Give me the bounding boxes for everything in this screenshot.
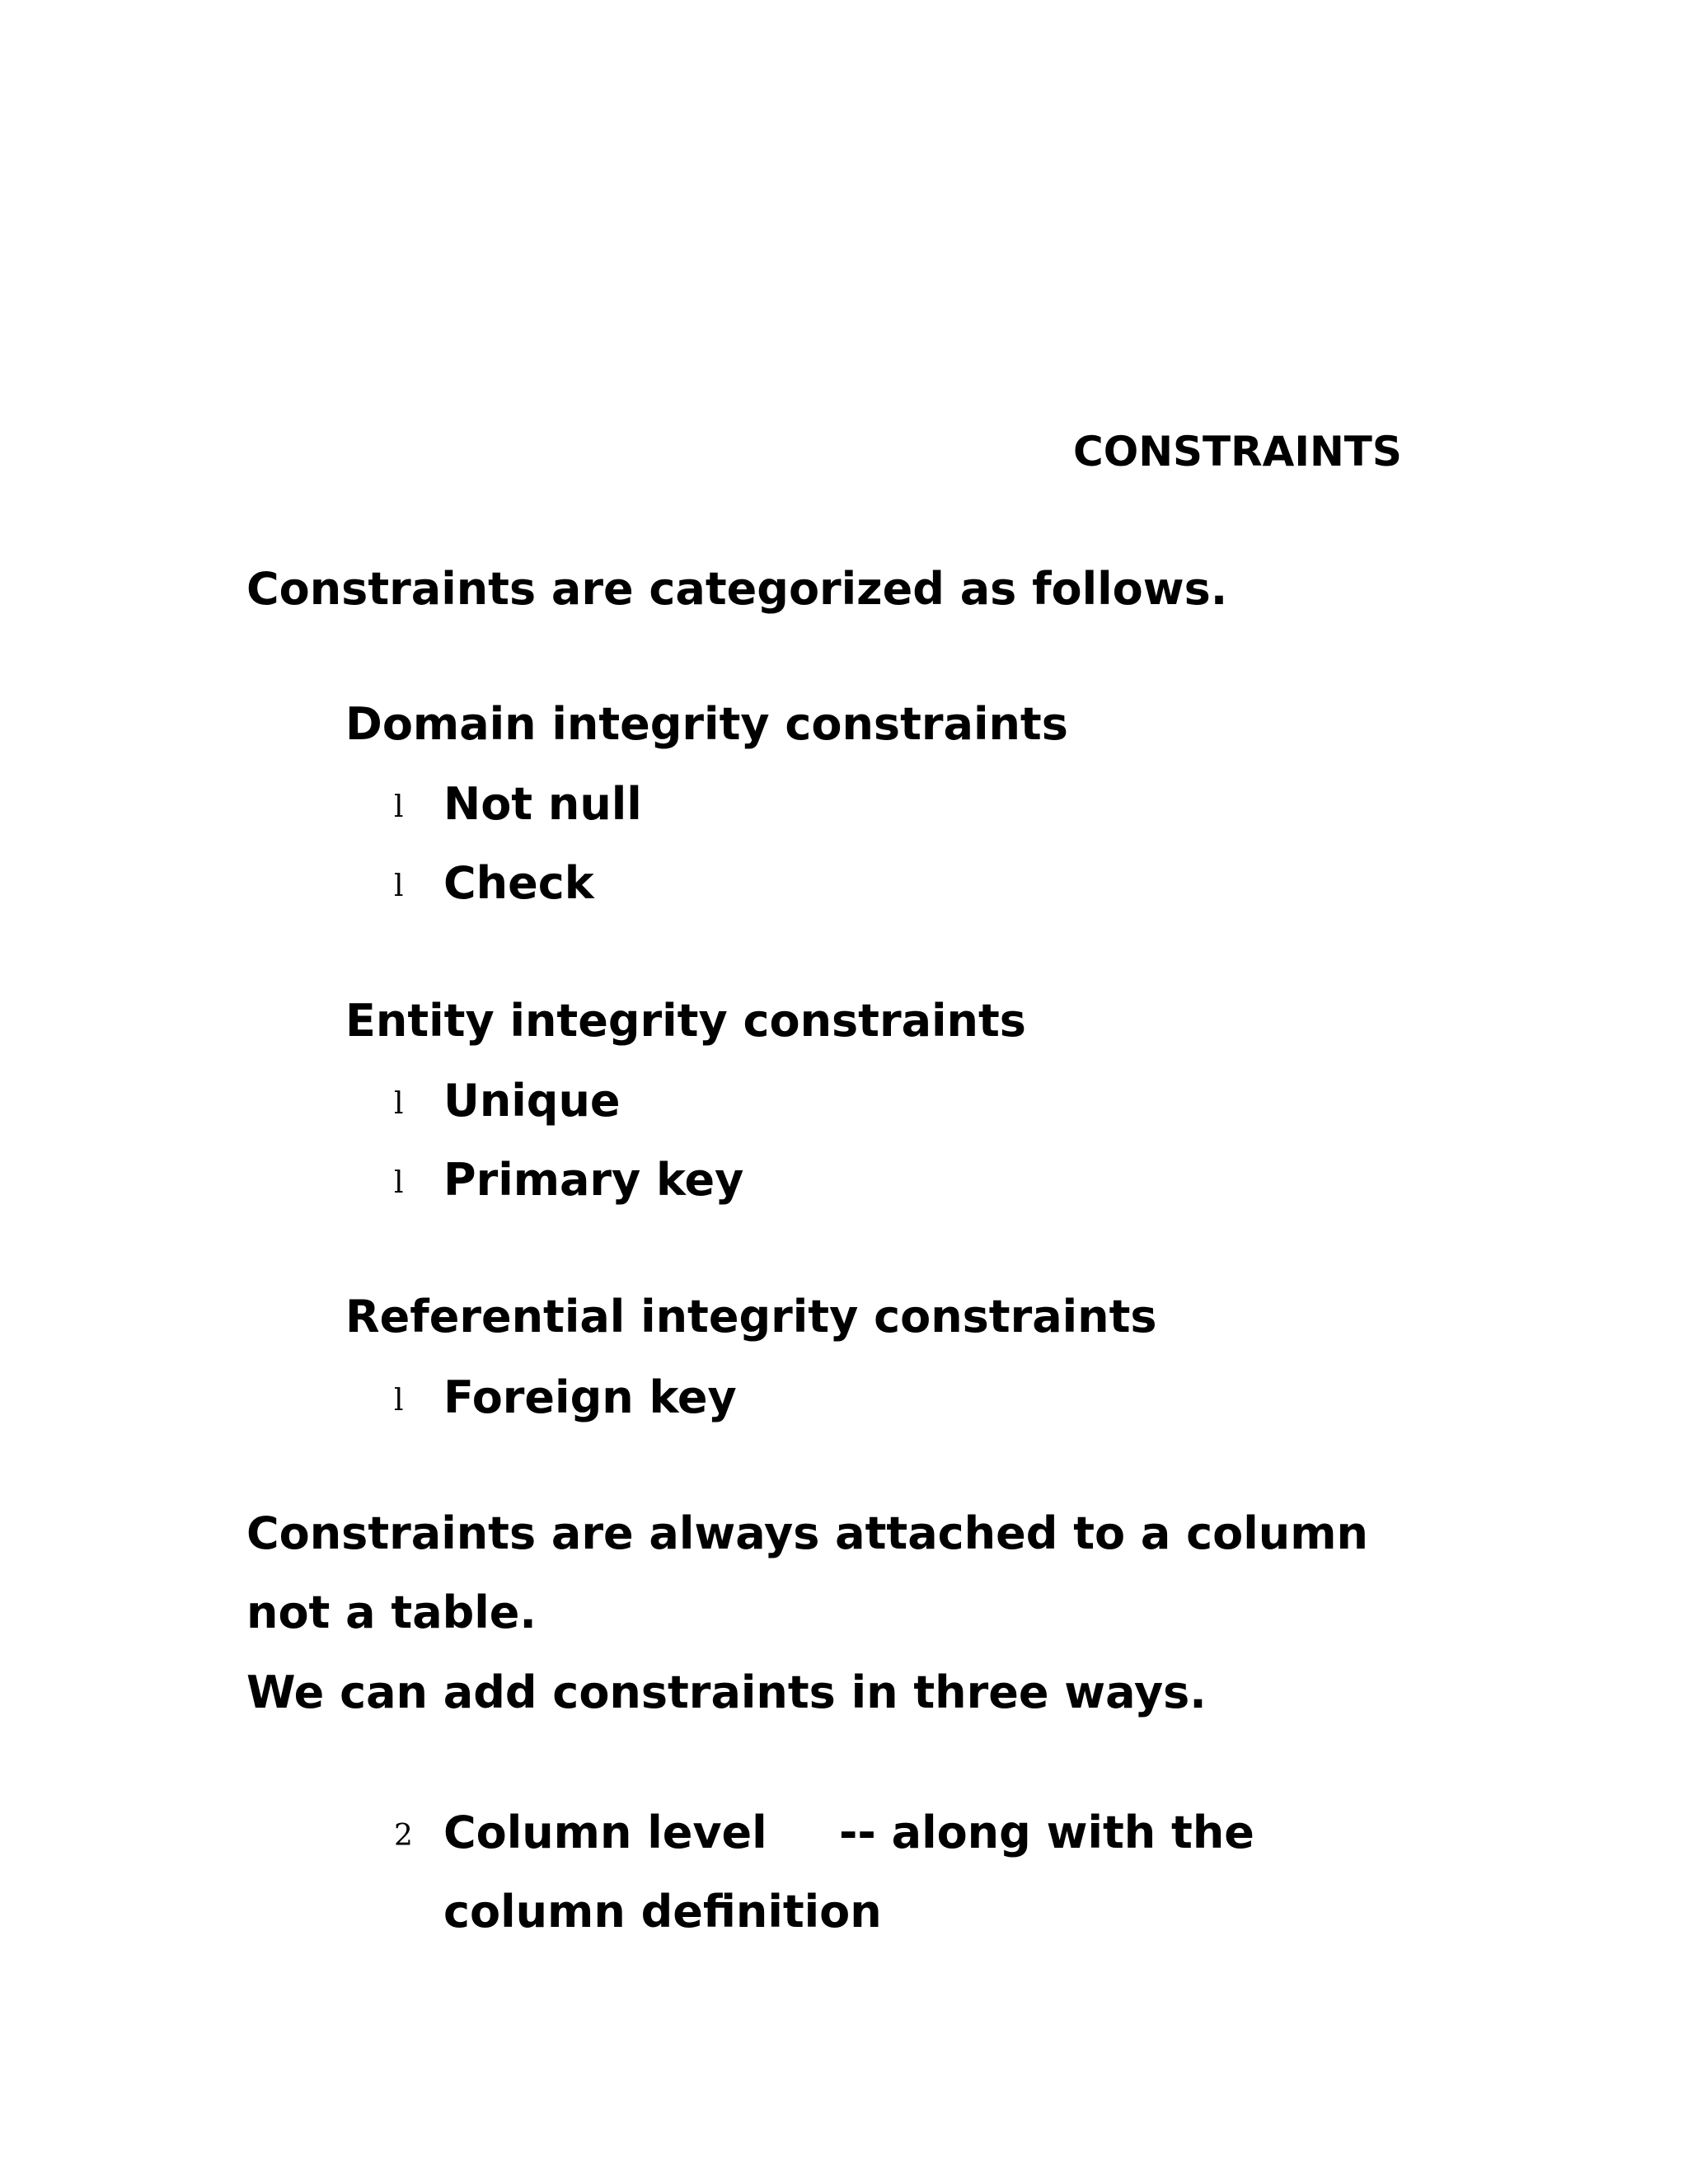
- note-line-1: Constraints are always attached to a column: [246, 1507, 1368, 1559]
- list-item-check: Check: [443, 857, 594, 909]
- bullet-marker: l: [394, 1384, 404, 1418]
- list-item-unique: Unique: [443, 1075, 621, 1127]
- intro-text: Constraints are categorized as follows.: [246, 563, 1228, 615]
- bullet-marker: l: [394, 1087, 404, 1121]
- way-description-line-1: -- along with the: [839, 1807, 1254, 1858]
- bullet-marker: l: [394, 790, 404, 824]
- category-heading-domain: Domain integrity constraints: [345, 698, 1068, 750]
- bullet-marker: l: [394, 1166, 404, 1200]
- note-line-2: not a table.: [246, 1586, 537, 1638]
- list-item-not-null: Not null: [443, 778, 642, 830]
- way-name-column-level: Column level: [443, 1807, 767, 1858]
- category-heading-entity: Entity integrity constraints: [345, 995, 1026, 1047]
- way-description-line-2: column definition: [443, 1886, 882, 1938]
- number-marker: 2: [394, 1819, 413, 1853]
- ways-intro: We can add constraints in three ways.: [246, 1666, 1207, 1718]
- list-item-primary-key: Primary key: [443, 1154, 744, 1206]
- page-title: CONSTRAINTS: [1073, 428, 1402, 476]
- bullet-marker: l: [394, 869, 404, 903]
- list-item-foreign-key: Foreign key: [443, 1371, 737, 1423]
- category-heading-referential: Referential integrity constraints: [345, 1291, 1157, 1343]
